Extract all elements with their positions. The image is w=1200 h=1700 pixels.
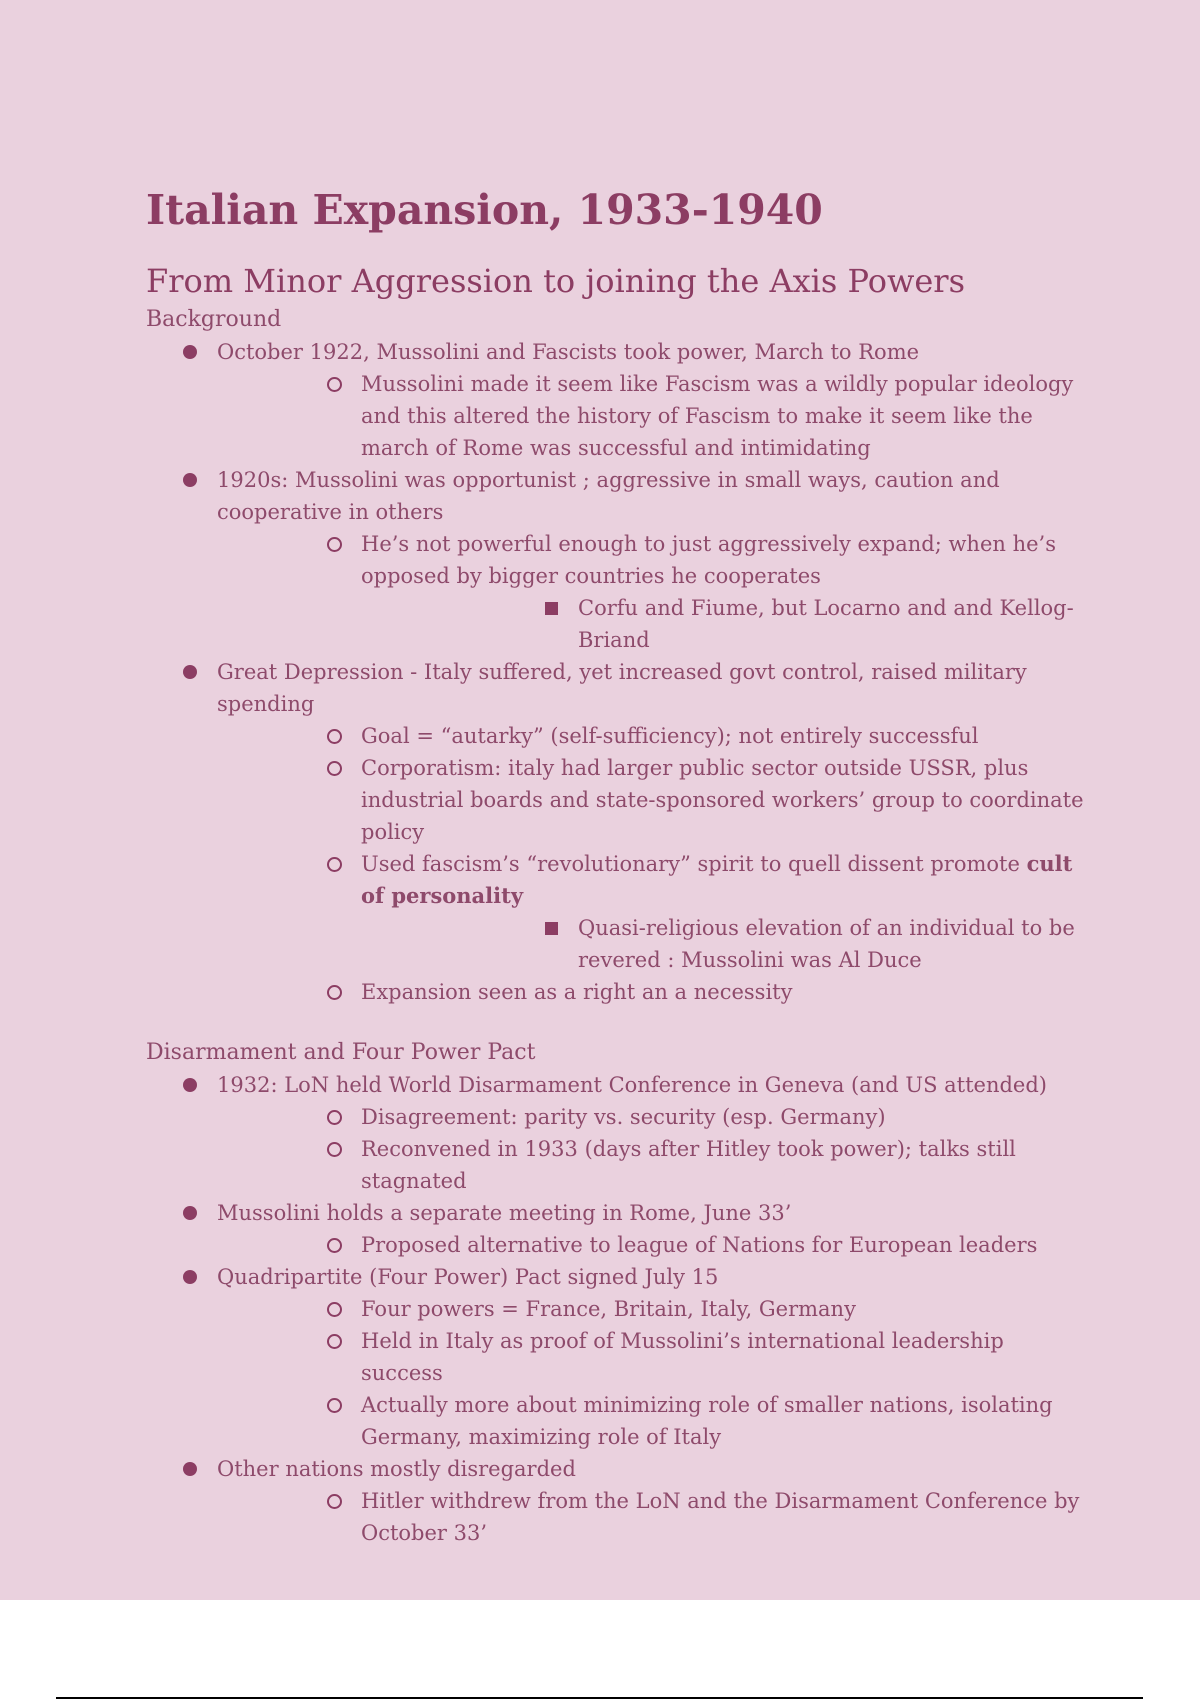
list-item: Corfu and Fiume, but Locarno and and Kellog-Briand bbox=[361, 592, 1086, 656]
list-item: Corporatism: italy had larger public sector outside USSR, plus industrial boards and state-sponsored workers’ group to coordinate policy bbox=[217, 752, 1086, 848]
list-item: Mussolini holds a separate meeting in Rome, June 33’ Proposed alternative to league of Nations for European leaders bbox=[146, 1197, 1086, 1261]
sub-list bbox=[217, 1485, 1086, 1549]
hollow-circle-bullet-icon bbox=[324, 1325, 344, 1357]
sub-sub-list bbox=[361, 912, 1086, 976]
list-item: Quadripartite (Four Power) Pact signed July 15 Four powers = France, Britain, Italy, Germany Held in Italy as proof of Mussolini’s international leadership success Actually more about minimizing role of smaller nations, isolating Germany, maximizing role of Italy bbox=[146, 1261, 1086, 1453]
page-subtitle: From Minor Aggression to joining the Axis Powers bbox=[146, 262, 965, 300]
filled-circle-bullet-icon bbox=[180, 464, 200, 496]
background-list bbox=[146, 336, 1086, 1008]
list-item: He’s not powerful enough to just aggressively expand; when he’s opposed by bigger countries he cooperates Corfu and Fiume, but Locarno and and Kellog-Briand bbox=[217, 528, 1086, 656]
hollow-circle-bullet-icon bbox=[324, 976, 344, 1008]
hollow-circle-bullet-icon bbox=[324, 1293, 344, 1325]
page-divider bbox=[56, 1697, 1143, 1699]
list-item: Hitler withdrew from the LoN and the Disarmament Conference by October 33’ bbox=[217, 1485, 1086, 1549]
sub-list bbox=[217, 720, 1086, 1008]
document-content bbox=[146, 180, 1086, 1549]
list-item: 1932: LoN held World Disarmament Conference in Geneva (and US attended) Disagreement: parity vs. security (esp. Germany) Reconvened in 1933 (days after Hitley took power); talks still stagnated bbox=[146, 1069, 1086, 1197]
list-item: Four powers = France, Britain, Italy, Germany bbox=[217, 1293, 1086, 1325]
sub-list bbox=[217, 1229, 1086, 1261]
hollow-circle-bullet-icon bbox=[324, 1485, 344, 1517]
hollow-circle-bullet-icon bbox=[324, 848, 344, 880]
filled-circle-bullet-icon bbox=[180, 1261, 200, 1293]
bold-term: cult of personality bbox=[361, 851, 1073, 908]
filled-circle-bullet-icon bbox=[180, 336, 200, 368]
page-title: Italian Expansion, 1933-1940 bbox=[146, 186, 823, 234]
list-item: 1920s: Mussolini was opportunist ; aggressive in small ways, caution and cooperative in others He’s not powerful enough to just aggressively expand; when he’s opposed by bigger countries he cooperates Corfu and Fiume, but Locarno and and Kellog-Briand bbox=[146, 464, 1086, 656]
list-item: Quasi-religious elevation of an individual to be revered : Mussolini was Al Duce bbox=[361, 912, 1086, 976]
list-item: Mussolini made it seem like Fascism was a wildly popular ideology and this altered the history of Fascism to make it seem like the march of Rome was successful and intimidating bbox=[217, 368, 1086, 464]
sub-list bbox=[217, 528, 1086, 656]
hollow-circle-bullet-icon bbox=[324, 368, 344, 400]
list-item: Reconvened in 1933 (days after Hitley took power); talks still stagnated bbox=[217, 1133, 1086, 1197]
hollow-circle-bullet-icon bbox=[324, 720, 344, 752]
list-item: Disagreement: parity vs. security (esp. Germany) bbox=[217, 1101, 1086, 1133]
sub-sub-list bbox=[361, 592, 1086, 656]
filled-circle-bullet-icon bbox=[180, 1197, 200, 1229]
list-item: Used fascism’s “revolutionary” spirit to quell dissent promote cult of personality Quasi-religious elevation of an individual to be revered : Mussolini was Al Duce bbox=[217, 848, 1086, 976]
list-item: Proposed alternative to league of Nations for European leaders bbox=[217, 1229, 1086, 1261]
list-item: Other nations mostly disregarded Hitler withdrew from the LoN and the Disarmament Conference by October 33’ bbox=[146, 1453, 1086, 1549]
filled-circle-bullet-icon bbox=[180, 1453, 200, 1485]
list-item: Goal = “autarky” (self-sufficiency); not entirely successful bbox=[217, 720, 1086, 752]
list-item: Held in Italy as proof of Mussolini’s international leadership success bbox=[217, 1325, 1086, 1389]
section-heading-disarmament: Disarmament and Four Power Pact bbox=[146, 1040, 536, 1065]
hollow-circle-bullet-icon bbox=[324, 528, 344, 560]
list-item: October 1922, Mussolini and Fascists took power, March to Rome Mussolini made it seem like Fascism was a wildly popular ideology and this altered the history of Fascism to make it seem like the march of Rome was successful and intimidating bbox=[146, 336, 1086, 464]
list-item: Actually more about minimizing role of smaller nations, isolating Germany, maximizing role of Italy bbox=[217, 1389, 1086, 1453]
square-bullet-icon bbox=[541, 592, 561, 624]
sub-list bbox=[217, 368, 1086, 464]
list-item: Great Depression - Italy suffered, yet increased govt control, raised military spending Goal = “autarky” (self-sufficiency); not entirely successful Corporatism: italy had larger public sector outside USSR, plus industrial boards and state-sponsored workers’ group to coordinate policy Used fascism’s “revolutionary” spirit to quell dissent promote cult of personality Quasi-religious elevation of an individual to be revered : Mussolini was Al Duce Expansion seen as a right an a necessity bbox=[146, 656, 1086, 1008]
list-item: Expansion seen as a right an a necessity bbox=[217, 976, 1086, 1008]
sub-list bbox=[217, 1293, 1086, 1453]
filled-circle-bullet-icon bbox=[180, 1069, 200, 1101]
hollow-circle-bullet-icon bbox=[324, 1229, 344, 1261]
sub-list bbox=[217, 1101, 1086, 1197]
square-bullet-icon bbox=[541, 912, 561, 944]
disarmament-list bbox=[146, 1069, 1086, 1549]
hollow-circle-bullet-icon bbox=[324, 1133, 344, 1165]
hollow-circle-bullet-icon bbox=[324, 1101, 344, 1133]
hollow-circle-bullet-icon bbox=[324, 752, 344, 784]
filled-circle-bullet-icon bbox=[180, 656, 200, 688]
hollow-circle-bullet-icon bbox=[324, 1389, 344, 1421]
section-heading-background: Background bbox=[146, 307, 282, 332]
